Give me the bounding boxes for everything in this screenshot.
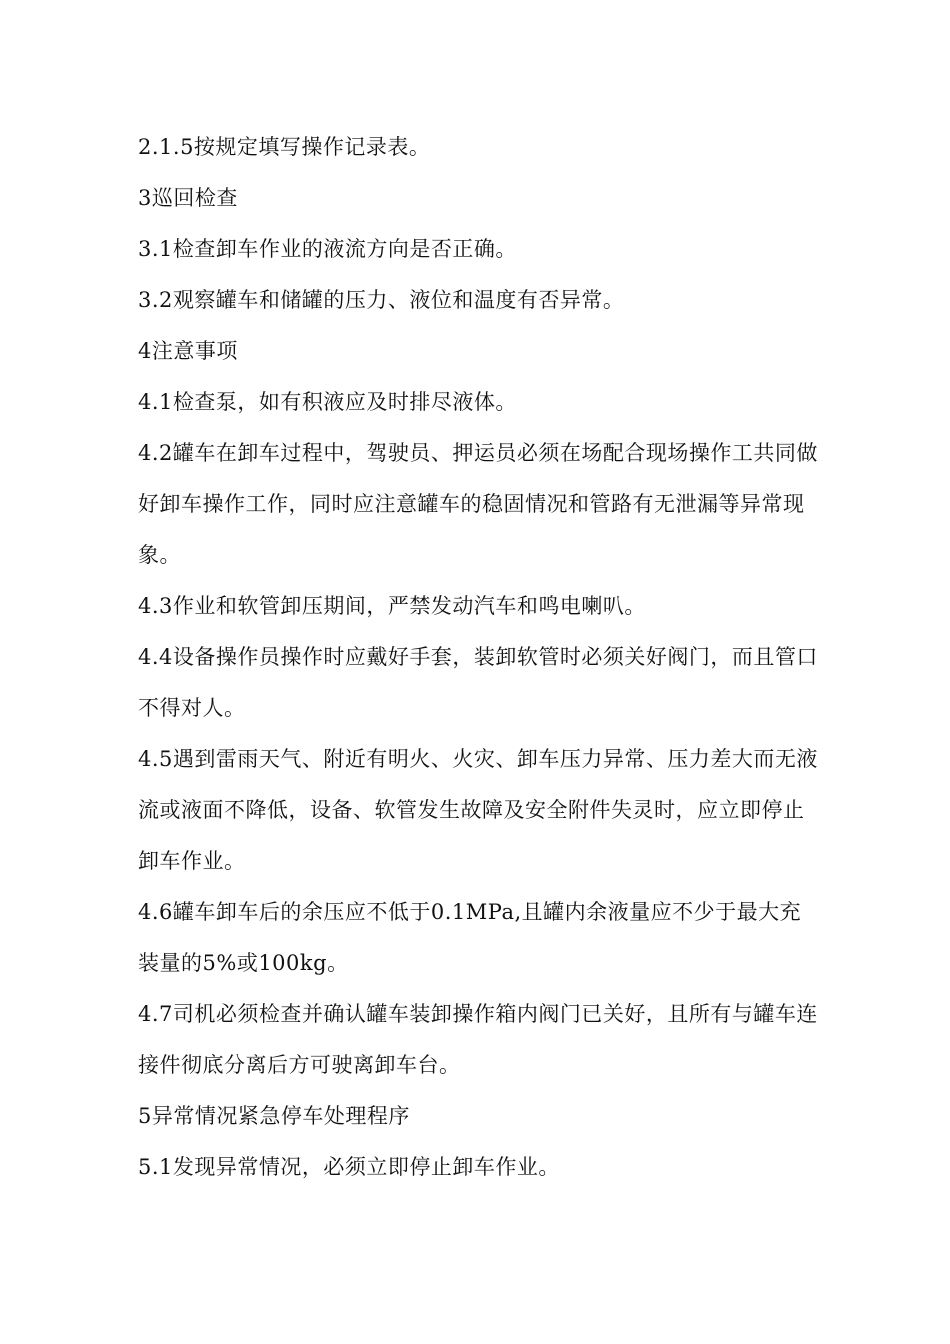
- heading-5-emergency-stop: 5异常情况紧急停车处理程序: [138, 1104, 410, 1128]
- paragraph-4-5: 4.5遇到雷雨天气、附近有明火、火灾、卸车压力异常、压力差大而无液流或液面不降低，设备、软管发生故障及安全附件失灵时，应立即停止卸车作业。: [138, 747, 818, 873]
- document-body: [138, 122, 818, 1193]
- paragraph-3-2: 3.2观察罐车和储罐的压力、液位和温度有否异常。: [138, 288, 625, 312]
- paragraph-4-3: 4.3作业和软管卸压期间，严禁发动汽车和鸣电喇叭。: [138, 594, 646, 618]
- paragraph-4-4: 4.4设备操作员操作时应戴好手套，装卸软管时必须关好阀门，而且管口不得对人。: [138, 645, 818, 720]
- paragraph-4-7: 4.7司机必须检查并确认罐车装卸操作箱内阀门已关好，且所有与罐车连接件彻底分离后方可驶离卸车台。: [138, 1002, 818, 1077]
- paragraph-5-1: 5.1发现异常情况，必须立即停止卸车作业。: [138, 1155, 560, 1179]
- paragraph-4-1: 4.1检查泵，如有积液应及时排尽液体。: [138, 390, 517, 414]
- heading-3-patrol-inspection: 3巡回检查: [138, 186, 238, 210]
- paragraph-4-2: 4.2罐车在卸车过程中，驾驶员、押运员必须在场配合现场操作工共同做好卸车操作工作，同时应注意罐车的稳固情况和管路有无泄漏等异常现象。: [138, 441, 818, 567]
- paragraph-2-1-5: 2.1.5按规定填写操作记录表。: [138, 135, 431, 159]
- paragraph-3-1: 3.1检查卸车作业的液流方向是否正确。: [138, 237, 517, 261]
- heading-4-precautions: 4注意事项: [138, 339, 238, 363]
- paragraph-4-6: 4.6罐车卸车后的余压应不低于0.1MPa,且罐内余液量应不少于最大充装量的5%或100kg。: [138, 900, 802, 975]
